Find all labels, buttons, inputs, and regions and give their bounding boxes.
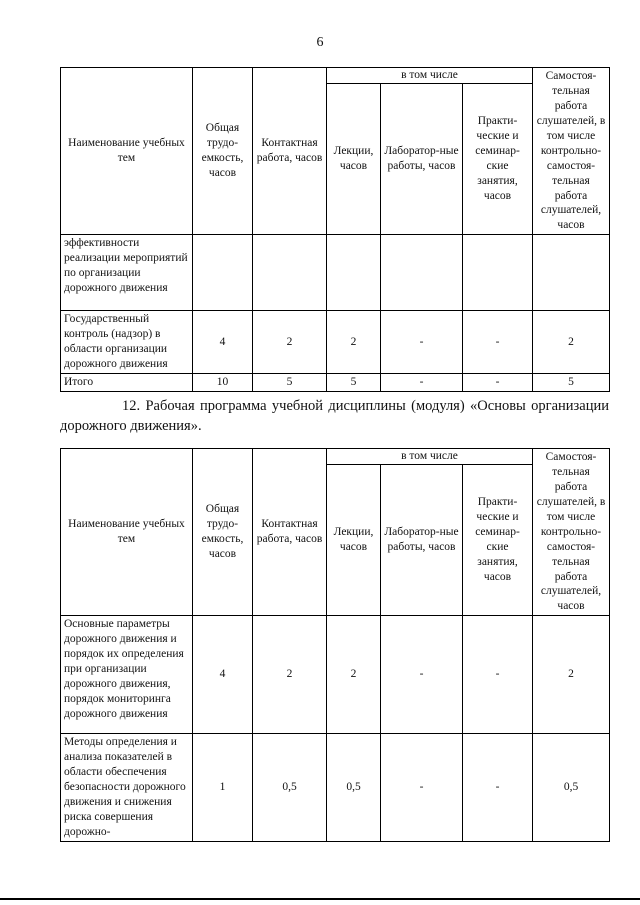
contact-hours-cell [253,235,327,311]
self-study-hours-cell: 0,5 [533,734,610,842]
total-label-cell: Итого [61,374,193,392]
total-hours-cell [193,235,253,311]
topic-name-cell: Основные параметры дорожного движения и порядок их определения при организации дорожного движения, порядок мониторинга дорожного движения [61,616,193,734]
total-hours-cell: 10 [193,374,253,392]
lecture-hours-cell: 2 [327,311,381,374]
header-lab-hours: Лаборатор-ные работы, часов [381,465,463,616]
lab-hours-cell: - [381,734,463,842]
section-heading: 12. Рабочая программа учебной дисциплины (модуля) «Основы организации дорожного движения». [60,398,609,435]
lab-hours-cell: - [381,374,463,392]
contact-hours-cell: 5 [253,374,327,392]
header-in-that-number: в том числе [327,449,533,465]
lecture-hours-cell [327,235,381,311]
contact-hours-cell: 2 [253,311,327,374]
header-contact-hours: Контактная работа, часов [253,68,327,235]
curriculum-table-continued [60,67,610,392]
page-bottom-rule [0,898,640,900]
practical-hours-cell: - [463,616,533,734]
contact-hours-cell: 0,5 [253,734,327,842]
header-lecture-hours: Лекции, часов [327,465,381,616]
topic-name-cell: Государственный контроль (надзор) в области организации дорожного движения [61,311,193,374]
lab-hours-cell [381,235,463,311]
self-study-hours-cell: 2 [533,616,610,734]
curriculum-table [60,448,610,842]
contact-hours-cell: 2 [253,616,327,734]
table-row [61,235,610,311]
total-hours-cell [193,616,253,734]
lab-hours-cell: - [381,311,463,374]
header-self-study-hours: Самостоя-тельная работа слушателей, в том числе контрольно-самостоя-тельная работа слушателей, часов [533,449,610,616]
table-row [61,734,610,842]
total-hours-value: 4 [219,668,226,681]
header-lab-hours: Лаборатор-ные работы, часов [381,84,463,235]
header-contact-hours: Контактная работа, часов [253,449,327,616]
practical-hours-cell: - [463,734,533,842]
lecture-hours-cell: 0,5 [327,734,381,842]
header-total-hours: Общая трудо-емкость, часов [193,449,253,616]
topic-name-cell: Методы определения и анализа показателей в области обеспечения безопасности дорожного движения и снижения риска совершения дорожно- [61,734,193,842]
total-hours-cell: 1 [193,734,253,842]
topic-name-cell: эффективности реализации мероприятий по организации дорожного движения [61,235,193,311]
self-study-hours-cell [533,235,610,311]
table-row [61,311,610,374]
page-number: 6 [316,35,324,50]
self-study-hours-cell: 2 [533,311,610,374]
header-topic-name: Наименование учебных тем [61,449,193,616]
header-practical-hours: Практи-ческие и семинар-ские занятия, часов [463,465,533,616]
lecture-hours-cell: 2 [327,616,381,734]
lecture-hours-cell: 5 [327,374,381,392]
header-topic-name: Наименование учебных тем [61,68,193,235]
header-in-that-number: в том числе [327,68,533,84]
lab-hours-cell: - [381,616,463,734]
practical-hours-cell: - [463,374,533,392]
table-row [61,616,610,734]
total-row [61,374,610,392]
header-total-hours: Общая трудо-емкость, часов [193,68,253,235]
practical-hours-cell [463,235,533,311]
header-self-study-hours: Самостоя-тельная работа слушателей, в том числе контрольно-самостоя-тельная работа слушателей, часов [533,68,610,235]
header-lecture-hours: Лекции, часов [327,84,381,235]
total-hours-cell: 4 [193,311,253,374]
header-practical-hours: Практи-ческие и семинар-ские занятия, часов [463,84,533,235]
practical-hours-cell: - [463,311,533,374]
self-study-hours-cell: 5 [533,374,610,392]
